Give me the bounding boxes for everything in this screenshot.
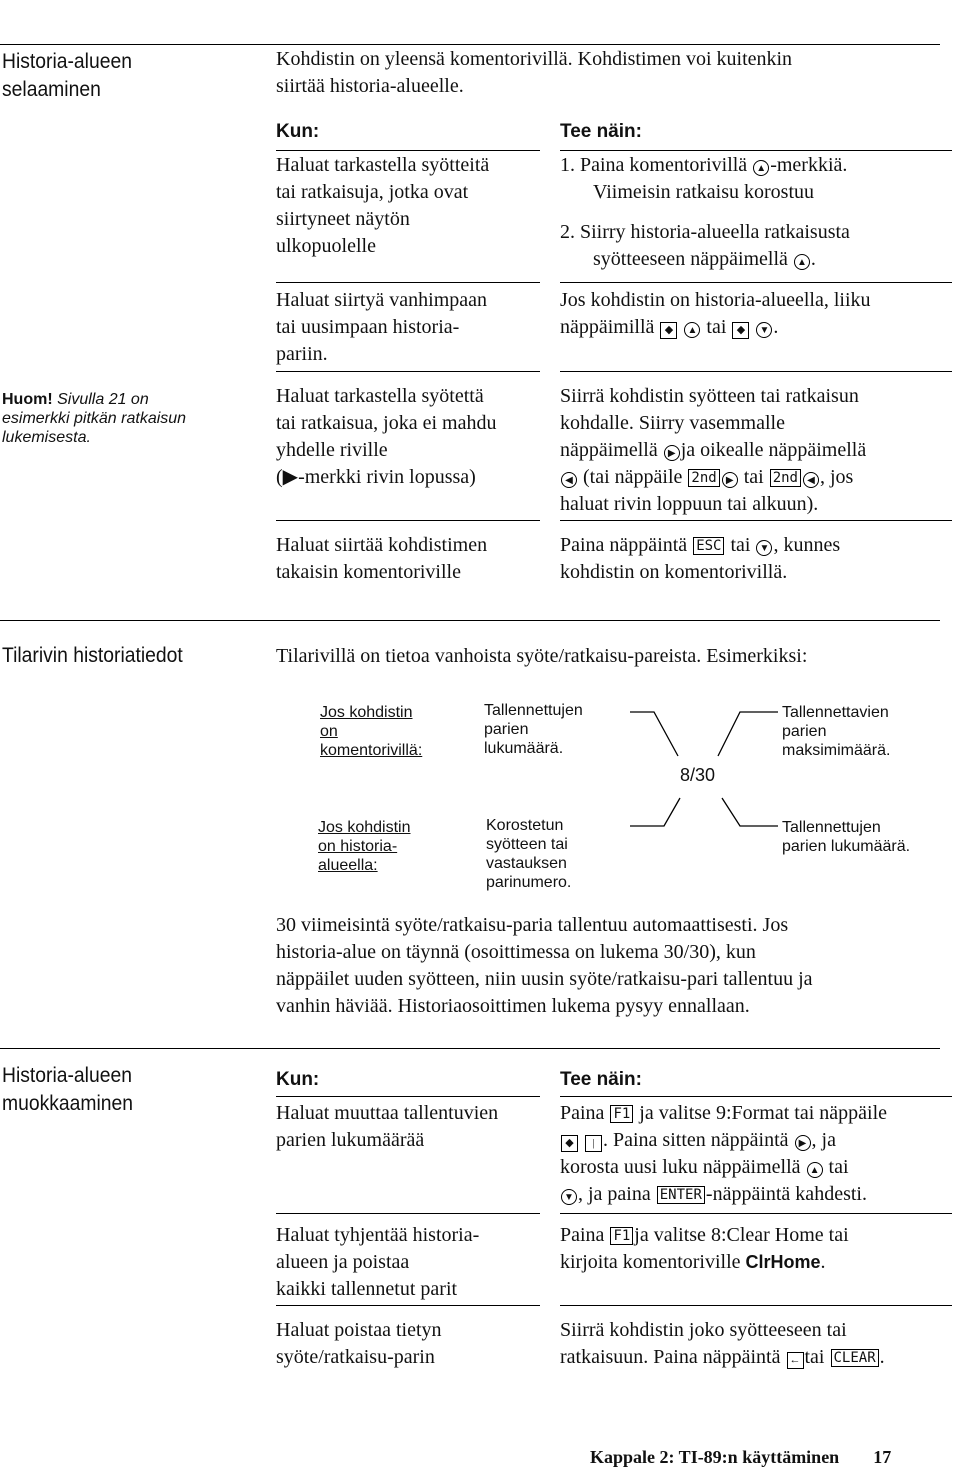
down-arrow-key-icon: ▼ xyxy=(756,322,772,338)
diagram-connector-lines xyxy=(630,700,780,840)
right-arrow-key-icon: ▶ xyxy=(795,1135,811,1151)
diagram-max-saved: Tallennettavien parien maksimimäärä. xyxy=(782,704,891,759)
left-arrow-key-icon: ◀ xyxy=(803,472,819,488)
diagram-highlighted-pair: Korostetun syötteen tai vastauksen parinumero. xyxy=(486,817,572,891)
status-body: 30 viimeisintä syöte/ratkaisu-paria tallentuu automaattisesti. Jos historia-alue on täynnä (osoittimessa on lukema 30/30), kun näppäilet uuden syötteen, niin uusin syöte/ratkaisu-pari tallentuu ja vanhin häviää. Historiaosoittimen lukema pysyy ennallaan. xyxy=(276,914,813,1017)
f1-key: F1 xyxy=(610,1227,633,1245)
section-title-edit: Historia-alueen muokkaaminen xyxy=(2,1064,134,1115)
left-arrow-key-icon: ◀ xyxy=(561,472,577,488)
diagram-label-history-area: Jos kohdistin on historia- alueella: xyxy=(318,819,411,874)
column-header-when: Kun: xyxy=(276,121,320,142)
intro-paragraph: Kohdistin on yleensä komentorivillä. Kohdistimen voi kuitenkin siirtää historia-alueelle. xyxy=(276,48,793,97)
down-arrow-key-icon: ▼ xyxy=(561,1189,577,1205)
f1-key: F1 xyxy=(610,1105,633,1123)
up-arrow-key-icon: ▲ xyxy=(684,322,700,338)
right-arrow-key-icon: ▶ xyxy=(722,472,738,488)
page-number: 17 xyxy=(873,1447,892,1467)
row-2-do: Jos kohdistin on historia-alueella, liiku näppäimillä ◆ ▲ tai ◆ ▼ . xyxy=(560,289,871,338)
up-arrow-key-icon: ▲ xyxy=(794,254,810,270)
diagram-label-command-line: Jos kohdistin on komentorivillä: xyxy=(320,704,423,759)
section-3-rule-top xyxy=(0,1048,940,1049)
section-title-status: Tilarivin historiatiedot xyxy=(2,644,183,667)
edit-row-2-when: Haluat tyhjentää historia- alueen ja poistaa kaikki tallennetut parit xyxy=(276,1224,480,1300)
column-header-when-2: Kun: xyxy=(276,1069,320,1090)
edit-row-1-do: Paina F1 ja valitse 9:Format tai näppäile ◆ | . Paina sitten näppäintä ▶ , ja korosta uusi luku näppäimellä ▲ tai ▼ , ja paina ENTER -näppäintä kahdesti. xyxy=(560,1102,888,1205)
clear-key: CLEAR xyxy=(831,1349,879,1367)
row-1-when: Haluat tarkastella syötteitä tai ratkaisuja, jotka ovat siirtyneet näytön ulkopuolelle xyxy=(276,154,490,257)
up-arrow-key-icon: ▲ xyxy=(753,160,769,176)
down-arrow-key-icon: ▼ xyxy=(756,540,772,556)
status-intro: Tilarivillä on tietoa vanhoista syöte/ratkaisu-pareista. Esimerkiksi: xyxy=(276,645,808,667)
edit-row-3-when: Haluat poistaa tietyn syöte/ratkaisu-parin xyxy=(276,1319,442,1368)
esc-key: ESC xyxy=(693,537,724,555)
section-title-browse: Historia-alueen selaaminen xyxy=(2,50,132,101)
column-header-do-2: Tee näin: xyxy=(560,1069,642,1090)
continuation-arrow-icon: ▶ xyxy=(282,466,299,488)
header-rule-left xyxy=(276,150,540,151)
side-note: Huom! Sivulla 21 on esimerkki pitkän ratkaisun lukemisesta. xyxy=(2,391,187,446)
row-4-do: Paina näppäintä ESC tai ▼ , kunnes kohdistin on komentorivillä. xyxy=(560,534,841,583)
row-1-do: 1. Paina komentorivillä ▲ -merkkiä. Viimeisin ratkaisu korostuu 2. Siirry historia-alueella ratkaisusta syötteeseen näppäimellä ▲ . xyxy=(560,154,850,270)
edit-row-3-do: Siirrä kohdistin joko syötteeseen tai ratkaisuun. Paina näppäintä ← tai CLEAR . xyxy=(560,1319,885,1368)
pipe-key-icon: | xyxy=(585,1135,602,1152)
history-indicator: 8/30 xyxy=(680,765,716,785)
page-footer xyxy=(590,1447,891,1468)
enter-key: ENTER xyxy=(657,1186,705,1204)
backspace-key-icon: ← xyxy=(787,1352,804,1369)
diagram-saved-pairs-2: Tallennettujen parien lukumäärä. xyxy=(782,819,911,855)
row-2-when: Haluat siirtyä vanhimpaan tai uusimpaan historia- pariin. xyxy=(276,289,488,365)
chapter-title: Kappale 2: TI-89:n käyttäminen xyxy=(590,1447,840,1467)
header-rule-right xyxy=(560,150,952,151)
up-arrow-key-icon: ▲ xyxy=(807,1162,823,1178)
edit-row-1-when: Haluat muuttaa tallentuvien parien lukumäärää xyxy=(276,1102,499,1151)
diamond-key-icon: ◆ xyxy=(660,322,677,339)
column-header-do: Tee näin: xyxy=(560,121,642,142)
right-arrow-key-icon: ▶ xyxy=(664,445,680,461)
row-3-do: Siirrä kohdistin syötteen tai ratkaisun kohdalle. Siirry vasemmalle näppäimellä ▶ ja oikealle näppäimellä ◀ (tai näppäile 2nd ▶ tai 2nd ◀ , jos haluat rivin loppuun tai alkuun). xyxy=(560,385,867,515)
row-4-when: Haluat siirtää kohdistimen takaisin komentoriville xyxy=(276,534,488,583)
section-2-rule-top xyxy=(0,620,940,621)
second-key: 2nd xyxy=(770,469,801,487)
row-3-when: Haluat tarkastella syötettä tai ratkaisua, joka ei mahdu yhdelle riville (▶-merkki rivin lopussa) xyxy=(276,385,497,488)
edit-row-2-do: Paina F1 ja valitse 8:Clear Home tai kirjoita komentoriville ClrHome. xyxy=(560,1224,849,1273)
second-key: 2nd xyxy=(688,469,719,487)
diagram-saved-pairs: Tallennettujen parien lukumäärä. xyxy=(484,702,583,757)
diamond-key-icon: ◆ xyxy=(732,322,749,339)
diamond-key-icon: ◆ xyxy=(561,1135,578,1152)
